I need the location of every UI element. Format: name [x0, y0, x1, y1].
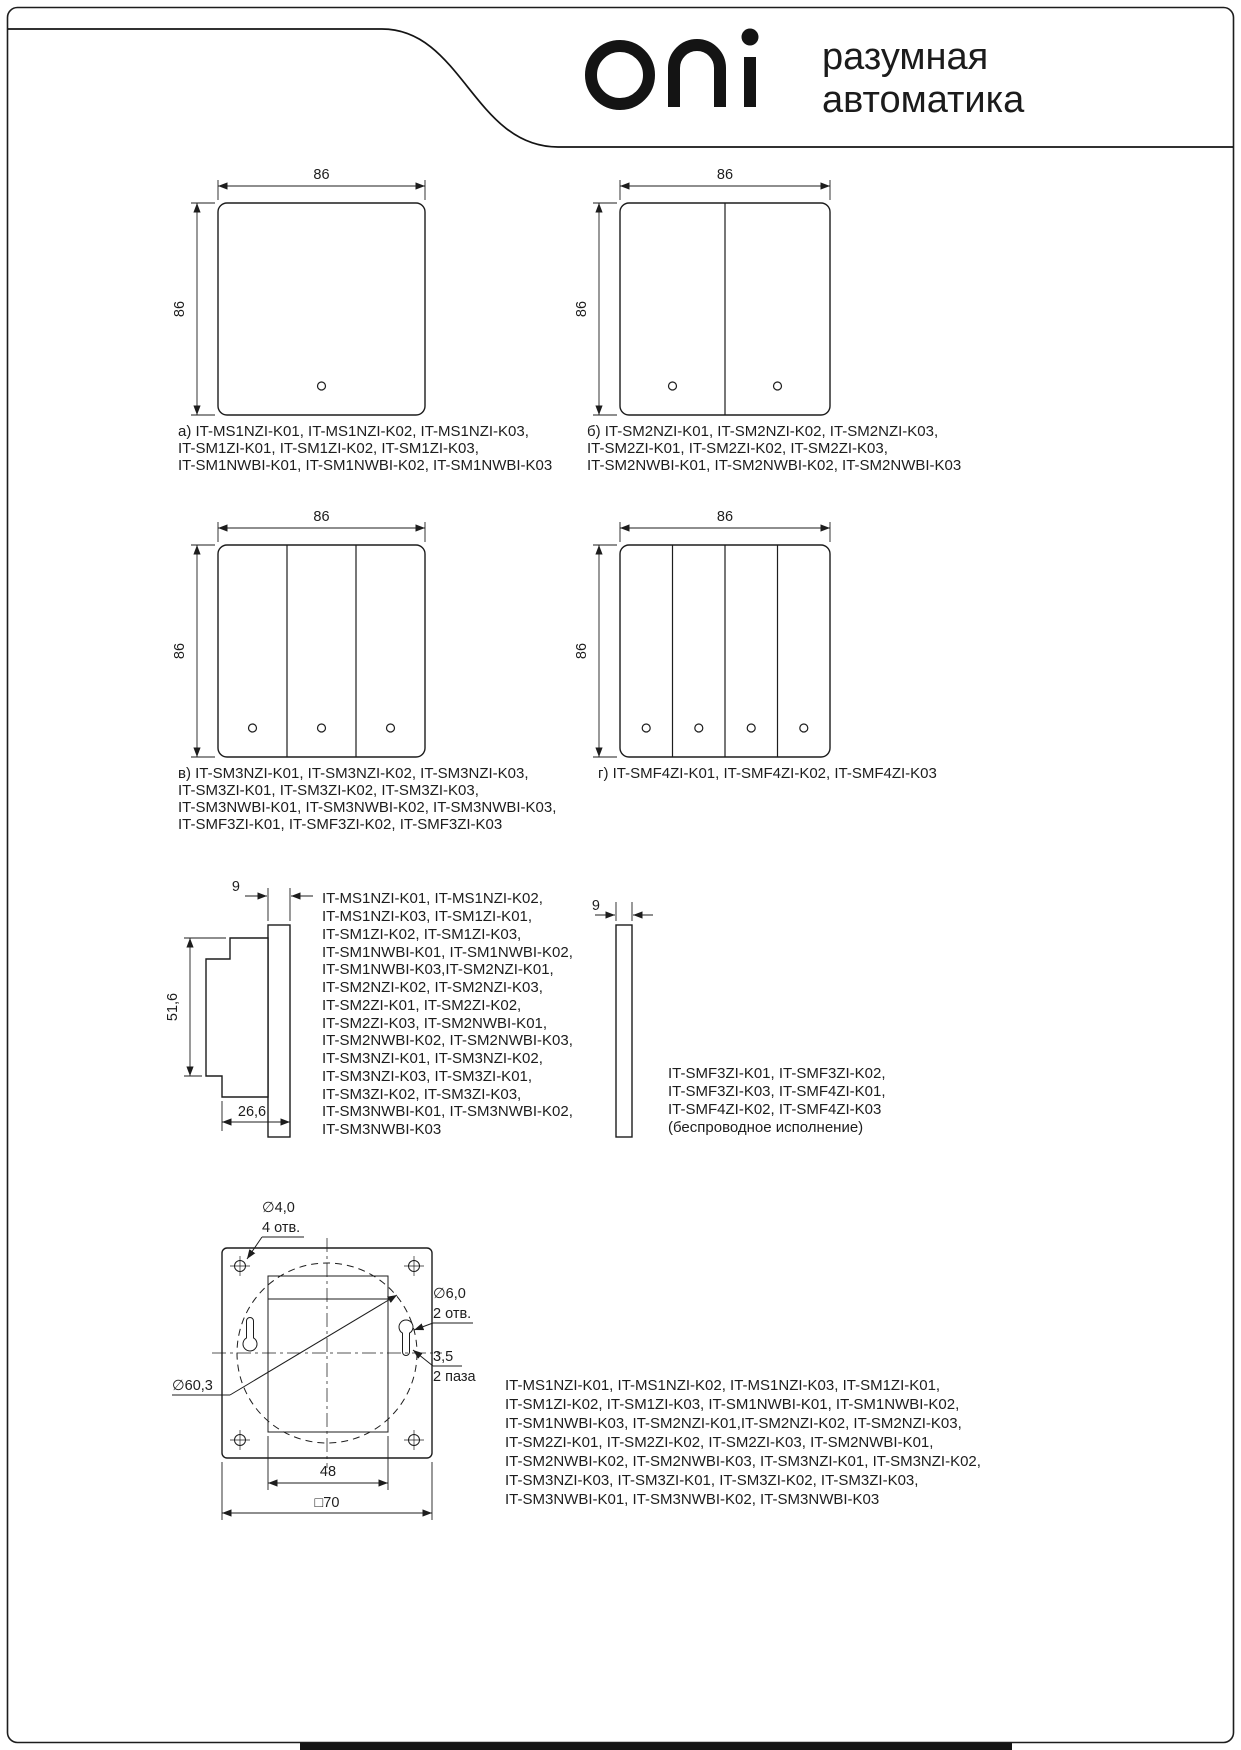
- model-line: IT-SM1NWBI-K01, IT-SM1NWBI-K02,: [322, 944, 573, 961]
- header: [8, 29, 1233, 148]
- model-line: IT-SM2ZI-K03, IT-SM2NWBI-K01,: [322, 1015, 548, 1032]
- logo-letter-n: [674, 45, 720, 107]
- model-line: IT-SM3NZI-K03, IT-SM3ZI-K01,: [322, 1068, 533, 1085]
- caption-line: IT-SM1ZI-K01, IT-SM1ZI-K02, IT-SM1ZI-K03,: [178, 440, 479, 457]
- figure-g-caption: [598, 765, 937, 782]
- model-line: IT-SM3ZI-K02, IT-SM3ZI-K03,: [322, 1086, 522, 1103]
- model-line: IT-SM2NWBI-K02, IT-SM2NWBI-K03, IT-SM3NZI-K01, IT-SM3NZI-K02,: [505, 1453, 981, 1470]
- switch-body-profile: [206, 938, 268, 1097]
- figure-b: [574, 167, 961, 474]
- caption-line: IT-SM1NWBI-K01, IT-SM1NWBI-K02, IT-SM1NWBI-K03: [178, 457, 553, 474]
- footer-bar: [300, 1743, 1012, 1750]
- model-line: IT-SM3NZI-K01, IT-SM3NZI-K02,: [322, 1050, 543, 1067]
- dim-label: 86: [313, 509, 330, 525]
- dim-label: 86: [716, 167, 734, 183]
- model-line: IT-SMF3ZI-K03, IT-SMF4ZI-K01,: [668, 1083, 886, 1100]
- dim-label: 86: [574, 642, 590, 660]
- caption-line: IT-SM2NWBI-K01, IT-SM2NWBI-K02, IT-SM2NWBI-K03: [587, 457, 962, 474]
- caption-line: IT-SM3ZI-K01, IT-SM3ZI-K02, IT-SM3ZI-K03,: [178, 782, 479, 799]
- dim-label: 86: [313, 167, 330, 183]
- dimension-height: [172, 545, 215, 757]
- side-view-wired: [165, 879, 573, 1138]
- faceplate-profile: [268, 925, 290, 1137]
- dimension-width: [218, 509, 425, 542]
- caption-line: г) IT-SMF4ZI-K01, IT-SMF4ZI-K02, IT-SMF4ZI-K03: [598, 765, 937, 782]
- dim-label: 26,6: [237, 1104, 267, 1120]
- dimension-depth-9: [592, 898, 653, 921]
- callout-label: 2 отв.: [433, 1306, 472, 1322]
- model-line: (беспроводное исполнение): [668, 1119, 864, 1136]
- side-view-wired-models: [322, 890, 573, 1138]
- figure-v: [172, 509, 556, 833]
- figure-a: [172, 167, 552, 474]
- caption-line: б) IT-SM2NZI-K01, IT-SM2NZI-K02, IT-SM2NZI-K03,: [587, 423, 939, 440]
- callout-label: 3,5: [433, 1349, 454, 1365]
- model-line: IT-SM2NZI-K02, IT-SM2NZI-K03,: [322, 979, 543, 996]
- model-line: IT-MS1NZI-K01, IT-MS1NZI-K02, IT-MS1NZI-K03, IT-SM1ZI-K01,: [505, 1377, 941, 1394]
- dim-label: 9: [231, 879, 240, 895]
- dim-label: □70: [314, 1495, 340, 1511]
- dimension-height: [574, 203, 617, 415]
- figure-g: [574, 509, 937, 782]
- figure-b-caption: [587, 423, 961, 474]
- model-line: IT-MS1NZI-K03, IT-SM1ZI-K01,: [322, 908, 533, 925]
- model-line: IT-SMF3ZI-K01, IT-SMF3ZI-K02,: [668, 1065, 886, 1082]
- mounting-plate-drawing: [172, 1200, 476, 1520]
- logo-letter-i-dot: [742, 29, 759, 46]
- side-view-wireless: [592, 898, 886, 1137]
- logo-letter-o: [591, 46, 649, 104]
- dimension-width: [620, 167, 830, 200]
- model-line: IT-SM1ZI-K02, IT-SM1ZI-K03, IT-SM1NWBI-K01, IT-SM1NWBI-K02,: [505, 1396, 960, 1413]
- caption-line: IT-SM3NWBI-K01, IT-SM3NWBI-K02, IT-SM3NWBI-K03,: [178, 799, 557, 816]
- dim-label: 86: [172, 642, 188, 660]
- wireless-faceplate-profile: [616, 925, 632, 1137]
- model-line: IT-MS1NZI-K01, IT-MS1NZI-K02,: [322, 890, 543, 907]
- dimension-depth-9: [232, 879, 313, 921]
- dim-label: 86: [716, 509, 734, 525]
- oni-logo-icon: [591, 29, 759, 108]
- brand-tagline-line1: разумная: [822, 36, 989, 78]
- dimension-height: [574, 545, 617, 757]
- caption-line: IT-SMF3ZI-K01, IT-SMF3ZI-K02, IT-SMF3ZI-K03: [178, 816, 503, 833]
- model-line: IT-SM2NWBI-K02, IT-SM2NWBI-K03,: [322, 1032, 573, 1049]
- dimension-height: [172, 203, 215, 415]
- model-line: IT-SM1NWBI-K03,IT-SM2NZI-K01,: [322, 961, 554, 978]
- model-line: IT-SM2ZI-K01, IT-SM2ZI-K02,: [322, 997, 522, 1014]
- callout-label: ∅6,0: [433, 1286, 466, 1302]
- model-line: IT-SM3NWBI-K01, IT-SM3NWBI-K02,: [322, 1103, 573, 1120]
- caption-line: а) IT-MS1NZI-K01, IT-MS1NZI-K02, IT-MS1NZI-K03,: [178, 423, 529, 440]
- caption-line: IT-SM2ZI-K01, IT-SM2ZI-K02, IT-SM2ZI-K03,: [587, 440, 888, 457]
- dim-label: 86: [574, 300, 590, 318]
- model-line: IT-SM1ZI-K02, IT-SM1ZI-K03,: [322, 926, 522, 943]
- dim-label: 86: [172, 300, 188, 318]
- callout-label: 2 паза: [433, 1369, 476, 1385]
- caption-line: в) IT-SM3NZI-K01, IT-SM3NZI-K02, IT-SM3NZI-K03,: [178, 765, 529, 782]
- dim-label: 48: [319, 1464, 337, 1480]
- figure-a-caption: [178, 423, 552, 474]
- switch-panel-1gang: [218, 203, 425, 415]
- callout-label: ∅4,0: [262, 1200, 295, 1216]
- dim-label: 9: [591, 898, 600, 914]
- model-line: IT-SM2ZI-K01, IT-SM2ZI-K02, IT-SM2ZI-K03, IT-SM2NWBI-K01,: [505, 1434, 934, 1451]
- dim-label: 51,6: [165, 992, 181, 1022]
- model-line: IT-SM1NWBI-K03, IT-SM2NZI-K01,IT-SM2NZI-K02, IT-SM2NZI-K03,: [505, 1415, 962, 1432]
- callout-label: 4 отв.: [262, 1220, 301, 1236]
- side-view-wireless-models: [668, 1065, 886, 1136]
- mounting-models: [505, 1377, 981, 1508]
- figure-v-caption: [178, 765, 556, 833]
- callout-label: ∅60,3: [172, 1378, 213, 1394]
- model-line: IT-SMF4ZI-K02, IT-SMF4ZI-K03: [668, 1101, 882, 1118]
- model-line: IT-SM3NWBI-K01, IT-SM3NWBI-K02, IT-SM3NWBI-K03: [505, 1491, 880, 1508]
- model-line: IT-SM3NWBI-K03: [322, 1121, 442, 1138]
- dimension-width: [218, 167, 425, 200]
- brand-tagline-line2: автоматика: [822, 79, 1025, 121]
- dimension-width: [620, 509, 830, 542]
- model-line: IT-SM3NZI-K03, IT-SM3ZI-K01, IT-SM3ZI-K02, IT-SM3ZI-K03,: [505, 1472, 919, 1489]
